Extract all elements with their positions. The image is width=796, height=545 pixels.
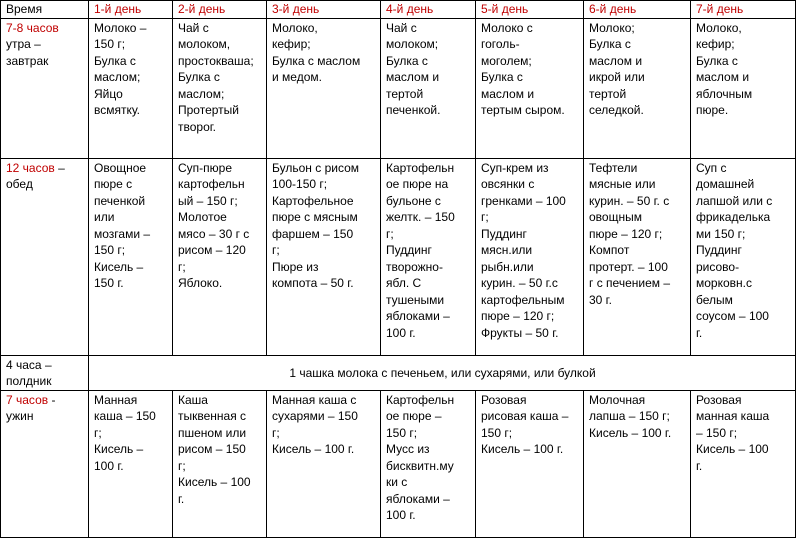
breakfast-day-7: Молоко, кефир; Булка с маслом и яблочным пюре. [691,18,796,158]
dinner-day-6: Молочная лапша – 150 г; Кисель – 100 г. [584,390,691,537]
header-day-1: 1-й день [89,1,173,19]
lunch-day-7: Суп с домашней лапшой или с фрикаделька ми 150 г; Пуддинг рисово- морковн.с белым соусом – 100 г. [691,158,796,355]
dinner-day-2: Каша тыквенная с пшеном или рисом – 150 г; Кисель – 100 г. [173,390,267,537]
dinner-day-4: Картофельн ое пюре – 150 г; Мусс из бисквитн.му ки с яблоками – 100 г. [381,390,476,537]
lunch-day-3: Бульон с рисом 100-150 г; Картофельное пюре с мясным фаршем – 150 г; Пюре из компота – 50 г. [267,158,381,355]
dinner-row [1,390,796,537]
breakfast-day-5: Молоко с гоголь- моголем; Булка с маслом и тертым сыром. [476,18,584,158]
lunch-day-5: Суп-крем из овсянки с гренками – 100 г; Пуддинг мясн.или рыбн.или курин. – 50 г.с картофельным пюре – 120 г; Фрукты – 50 г. [476,158,584,355]
breakfast-time-cell [1,18,89,158]
header-time: Время [1,1,89,19]
snack-label: – полдник [6,357,52,388]
dinner-day-3: Манная каша с сухарями – 150 г; Кисель – 100 г. [267,390,381,537]
snack-time-cell [1,355,89,390]
snack-merged-cell: 1 чашка молока с печеньем, или сухарями, или булкой [89,355,796,390]
breakfast-day-4: Чай с молоком; Булка с маслом и тертой печенкой. [381,18,476,158]
dinner-day-7: Розовая манная каша – 150 г; Кисель – 100 г. [691,390,796,537]
dinner-time-cell [1,390,89,537]
breakfast-day-1: Молоко – 150 г; Булка с маслом; Яйцо всмятку. [89,18,173,158]
breakfast-day-3: Молоко, кефир; Булка с маслом и медом. [267,18,381,158]
snack-time: 4 часа [6,357,42,372]
header-day-6: 6-й день [584,1,691,19]
header-row [1,1,796,19]
header-day-3: 3-й день [267,1,381,19]
breakfast-row [1,18,796,158]
lunch-day-6: Тефтели мясные или курин. – 50 г. с овощным пюре – 120 г; Компот протерт. – 100 г с печением – 30 г. [584,158,691,355]
header-day-4: 4-й день [381,1,476,19]
breakfast-day-2: Чай с молоком, простокваша; Булка с маслом; Протертый творог. [173,18,267,158]
header-day-7: 7-й день [691,1,796,19]
dinner-time: 7 часов [6,392,49,407]
lunch-time: 12 часов [6,160,55,175]
breakfast-time: 7-8 часов [6,20,59,35]
header-day-5: 5-й день [476,1,584,19]
lunch-day-2: Суп-пюре картофельн ый – 150 г; Молотое мясо – 30 г с рисом – 120 г; Яблоко. [173,158,267,355]
lunch-row [1,158,796,355]
lunch-label: – обед [6,160,65,191]
lunch-day-1: Овощное пюре с печенкой или мозгами – 150 г; Кисель – 150 г. [89,158,173,355]
breakfast-day-6: Молоко; Булка с маслом и икрой или тертой селедкой. [584,18,691,158]
lunch-time-cell [1,158,89,355]
lunch-day-4: Картофельн ое пюре на бульоне с желтк. – 150 г; Пуддинг творожно- ябл. С тушеными яблоками – 100 г. [381,158,476,355]
dinner-day-1: Манная каша – 150 г; Кисель – 100 г. [89,390,173,537]
header-day-2: 2-й день [173,1,267,19]
dinner-label: - ужин [6,392,56,423]
breakfast-label: утра – завтрак [6,37,49,68]
dinner-day-5: Розовая рисовая каша – 150 г; Кисель – 100 г. [476,390,584,537]
snack-row [1,355,796,390]
